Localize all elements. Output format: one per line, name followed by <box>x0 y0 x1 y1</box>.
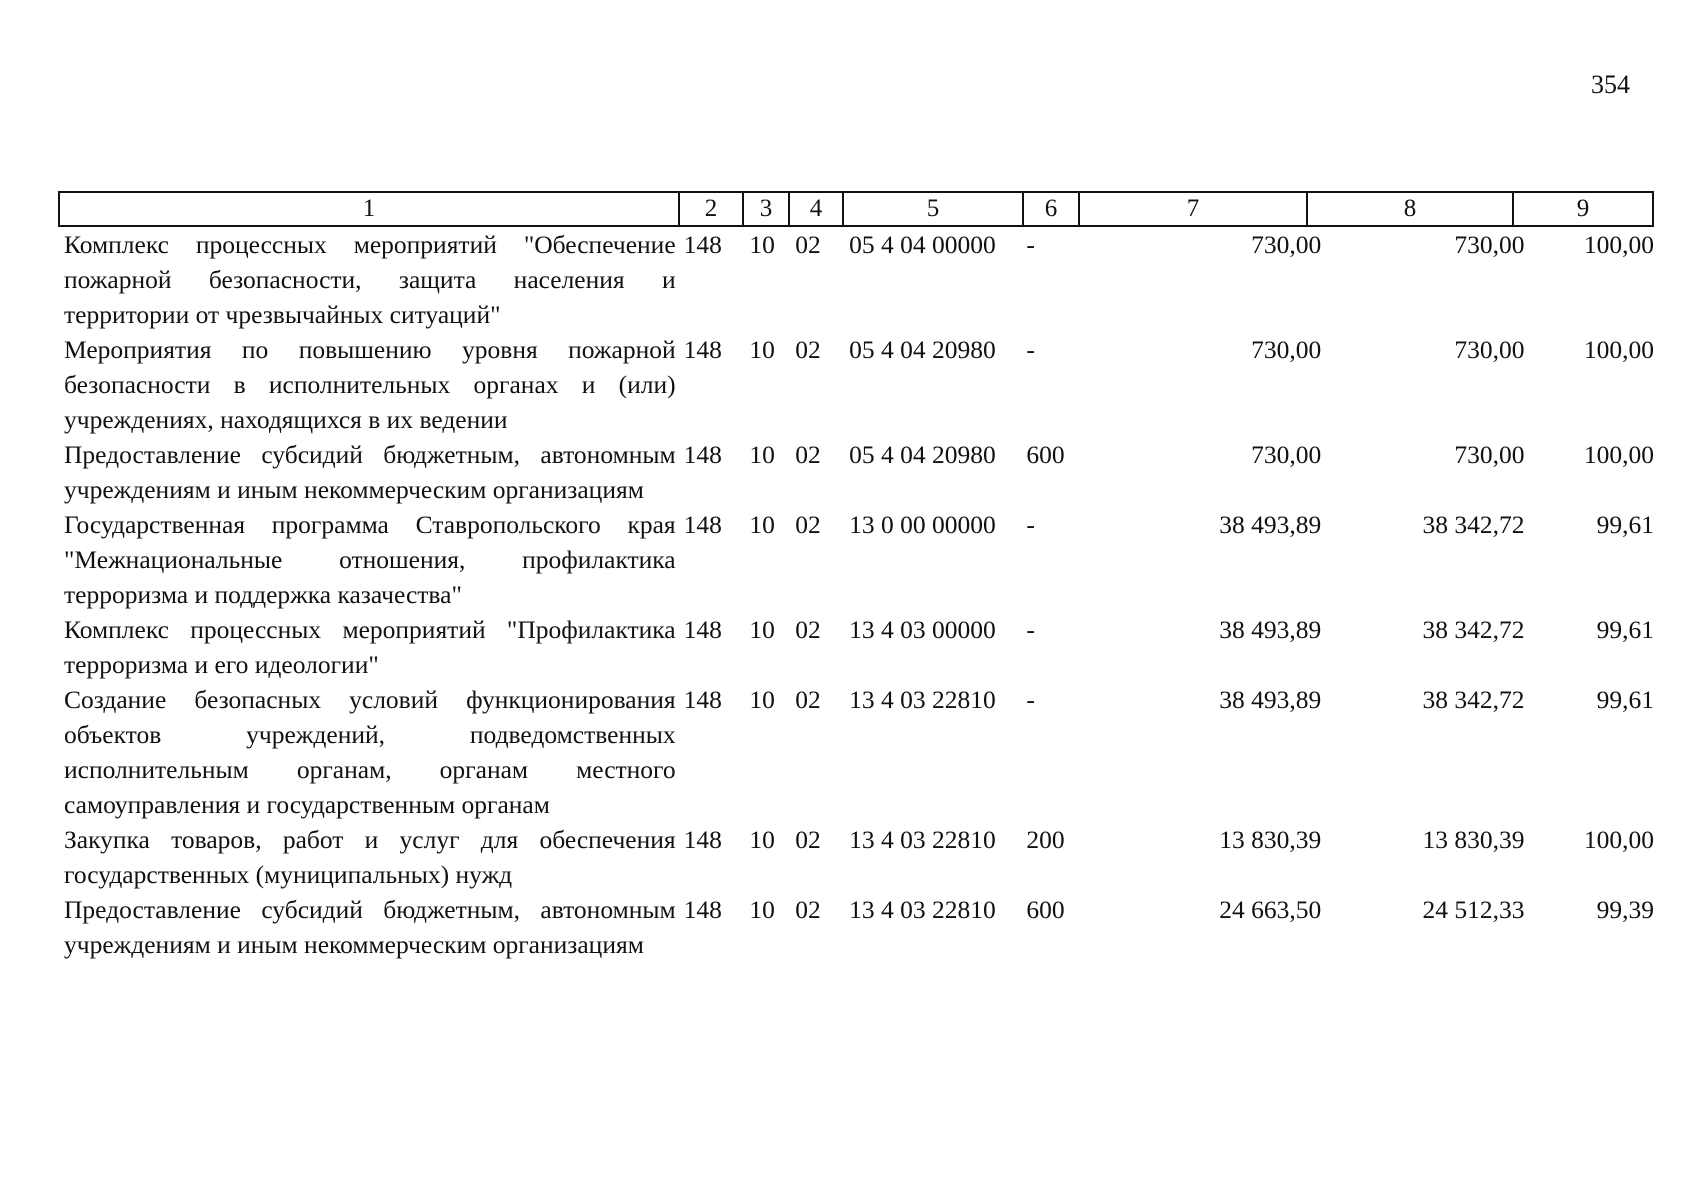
row-name: Предоставление субсидий бюджетным, автономным учреждениям и иным некоммерческим организациям <box>64 440 676 504</box>
header-col-8: 8 <box>1307 192 1513 226</box>
row-ved: 148 <box>683 335 722 364</box>
row-ved: 148 <box>683 685 722 714</box>
row-ved: 148 <box>683 615 722 644</box>
row-pr: 02 <box>795 895 821 924</box>
row-rz: 10 <box>749 510 775 539</box>
row-fact: 24 512,33 <box>1422 895 1525 924</box>
budget-table-body <box>58 227 1654 962</box>
table-row <box>58 612 1654 682</box>
row-name: Создание безопасных условий функционирования объектов учреждений, подведомственных исполнительным органам, органам местного самоуправления и государственным органам <box>64 685 676 819</box>
row-csr: 13 4 03 00000 <box>849 615 996 644</box>
header-col-2: 2 <box>679 192 743 226</box>
row-percent: 99,39 <box>1596 895 1654 924</box>
row-vr: - <box>1026 335 1035 364</box>
row-rz: 10 <box>749 335 775 364</box>
row-percent: 99,61 <box>1596 615 1654 644</box>
header-col-6: 6 <box>1023 192 1079 226</box>
row-ved: 148 <box>683 895 722 924</box>
row-pr: 02 <box>795 685 821 714</box>
row-name: Комплекс процессных мероприятий "Профилактика терроризма и его идеологии" <box>64 615 676 679</box>
row-vr: - <box>1026 685 1035 714</box>
row-name: Закупка товаров, работ и услуг для обеспечения государственных (муниципальных) нужд <box>64 825 676 889</box>
row-name: Мероприятия по повышению уровня пожарной безопасности в исполнительных органах и (или) учреждениях, находящихся в их ведении <box>64 335 676 434</box>
row-rz: 10 <box>749 230 775 259</box>
row-csr: 13 4 03 22810 <box>849 895 996 924</box>
row-pr: 02 <box>795 440 821 469</box>
row-csr: 05 4 04 20980 <box>849 440 996 469</box>
row-pr: 02 <box>795 335 821 364</box>
header-col-7: 7 <box>1079 192 1307 226</box>
table-row <box>58 437 1654 507</box>
row-ved: 148 <box>683 230 722 259</box>
table-row <box>58 892 1654 962</box>
row-vr: - <box>1026 615 1035 644</box>
row-csr: 13 0 00 00000 <box>849 510 996 539</box>
row-fact: 730,00 <box>1454 335 1525 364</box>
row-plan: 13 830,39 <box>1219 825 1322 854</box>
row-rz: 10 <box>749 440 775 469</box>
row-percent: 99,61 <box>1596 685 1654 714</box>
header-col-3: 3 <box>743 192 789 226</box>
row-pr: 02 <box>795 615 821 644</box>
row-plan: 730,00 <box>1251 335 1322 364</box>
header-col-9: 9 <box>1513 192 1653 226</box>
table-row <box>58 332 1654 437</box>
header-col-1: 1 <box>59 192 679 226</box>
row-plan: 730,00 <box>1251 440 1322 469</box>
row-name: Предоставление субсидий бюджетным, автономным учреждениям и иным некоммерческим организациям <box>64 895 676 959</box>
row-csr: 13 4 03 22810 <box>849 685 996 714</box>
row-ved: 148 <box>683 825 722 854</box>
row-ved: 148 <box>683 440 722 469</box>
row-plan: 38 493,89 <box>1219 510 1322 539</box>
header-col-4: 4 <box>789 192 843 226</box>
row-vr: - <box>1026 510 1035 539</box>
row-fact: 730,00 <box>1454 440 1525 469</box>
row-rz: 10 <box>749 615 775 644</box>
row-percent: 99,61 <box>1596 510 1654 539</box>
row-vr: 600 <box>1026 895 1065 924</box>
row-name: Комплекс процессных мероприятий "Обеспечение пожарной безопасности, защита населения и территории от чрезвычайных ситуаций" <box>64 230 676 329</box>
row-fact: 38 342,72 <box>1422 685 1525 714</box>
page-number: 354 <box>1591 70 1630 99</box>
row-pr: 02 <box>795 510 821 539</box>
column-number-header <box>58 191 1654 227</box>
table-row <box>58 507 1654 612</box>
row-pr: 02 <box>795 825 821 854</box>
row-percent: 100,00 <box>1583 335 1654 364</box>
row-csr: 05 4 04 20980 <box>849 335 996 364</box>
header-col-5: 5 <box>843 192 1023 226</box>
row-plan: 24 663,50 <box>1219 895 1322 924</box>
row-pr: 02 <box>795 230 821 259</box>
row-name: Государственная программа Ставропольского края "Межнациональные отношения, профилактика терроризма и поддержка казачества" <box>64 510 676 609</box>
row-rz: 10 <box>749 825 775 854</box>
table-row <box>58 227 1654 332</box>
row-rz: 10 <box>749 685 775 714</box>
row-fact: 38 342,72 <box>1422 615 1525 644</box>
row-percent: 100,00 <box>1583 440 1654 469</box>
row-vr: 200 <box>1026 825 1065 854</box>
row-rz: 10 <box>749 895 775 924</box>
row-plan: 730,00 <box>1251 230 1322 259</box>
table-row <box>58 682 1654 822</box>
row-vr: - <box>1026 230 1035 259</box>
row-plan: 38 493,89 <box>1219 685 1322 714</box>
table-row <box>58 822 1654 892</box>
row-plan: 38 493,89 <box>1219 615 1322 644</box>
row-ved: 148 <box>683 510 722 539</box>
row-fact: 13 830,39 <box>1422 825 1525 854</box>
row-percent: 100,00 <box>1583 825 1654 854</box>
row-csr: 13 4 03 22810 <box>849 825 996 854</box>
row-vr: 600 <box>1026 440 1065 469</box>
row-percent: 100,00 <box>1583 230 1654 259</box>
row-fact: 730,00 <box>1454 230 1525 259</box>
row-csr: 05 4 04 00000 <box>849 230 996 259</box>
row-fact: 38 342,72 <box>1422 510 1525 539</box>
